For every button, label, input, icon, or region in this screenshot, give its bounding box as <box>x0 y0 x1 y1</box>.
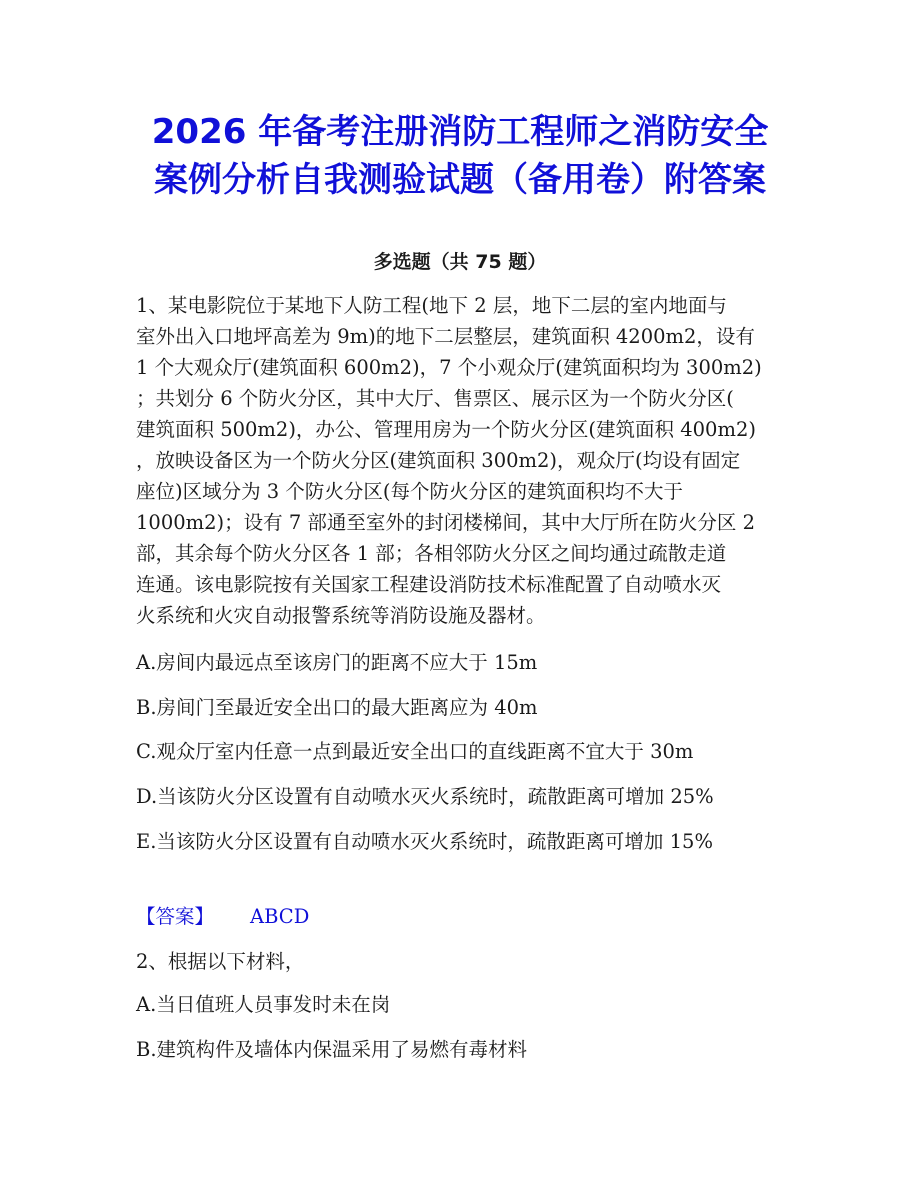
question-2-option-b: B.建筑构件及墙体内保温采用了易燃有毒材料 <box>136 1038 528 1061</box>
question-1-line: 1、某电影院位于某地下人防工程(地下 2 层，地下二层的室内地面与 <box>136 294 727 317</box>
question-1-stem <box>136 290 776 631</box>
question-2-option-a: A.当日值班人员事发时未在岗 <box>136 993 391 1016</box>
question-1-line: 1 个大观众厅(建筑面积 600m2)，7 个小观众厅(建筑面积均为 300m2) <box>136 356 762 379</box>
question-1-line: 连通。该电影院按有关国家工程建设消防技术标准配置了自动喷水灭 <box>136 573 722 596</box>
question-1-line: 座位)区域分为 3 个防火分区(每个防火分区的建筑面积均不大于 <box>136 480 684 503</box>
answer-value: ABCD <box>250 905 310 928</box>
question-1-option-e: E.当该防火分区设置有自动喷水灭火系统时，疏散距离可增加 15% <box>136 830 713 853</box>
answer-label: 【答案】 <box>136 905 215 928</box>
question-1-option-d: D.当该防火分区设置有自动喷水灭火系统时，疏散距离可增加 25% <box>136 785 714 808</box>
document-title-line-1: 2026 年备考注册消防工程师之消防安全 <box>151 112 769 152</box>
question-1-option-a: A.房间内最远点至该房门的距离不应大于 15m <box>136 651 538 674</box>
section-heading: 多选题（共 75 题） <box>373 251 547 273</box>
question-1-line: 火系统和火灾自动报警系统等消防设施及器材。 <box>136 604 546 627</box>
question-1-option-b: B.房间门至最近安全出口的最大距离应为 40m <box>136 696 538 719</box>
question-1-line: 1000m2)；设有 7 部通至室外的封闭楼梯间，其中大厅所在防火分区 2 <box>136 511 756 534</box>
question-1-line: 部，其余每个防火分区各 1 部；各相邻防火分区之间均通过疏散走道 <box>136 542 727 565</box>
question-2-stem: 2、根据以下材料， <box>136 950 305 973</box>
question-1-line: ，放映设备区为一个防火分区(建筑面积 300m2)，观众厅(均设有固定 <box>136 449 741 472</box>
question-1-answer <box>136 902 309 932</box>
question-1-line: ；共划分 6 个防火分区，其中大厅、售票区、展示区为一个防火分区( <box>136 387 734 410</box>
question-1-line: 室外出入口地坪高差为 9m)的地下二层整层，建筑面积 4200m2，设有 <box>136 325 755 348</box>
question-1-option-c: C.观众厅室内任意一点到最近安全出口的直线距离不宜大于 30m <box>136 740 694 763</box>
document-title-line-2: 案例分析自我测验试题（备用卷）附答案 <box>154 160 766 200</box>
question-1-line: 建筑面积 500m2)，办公、管理用房为一个防火分区(建筑面积 400m2) <box>136 418 756 441</box>
